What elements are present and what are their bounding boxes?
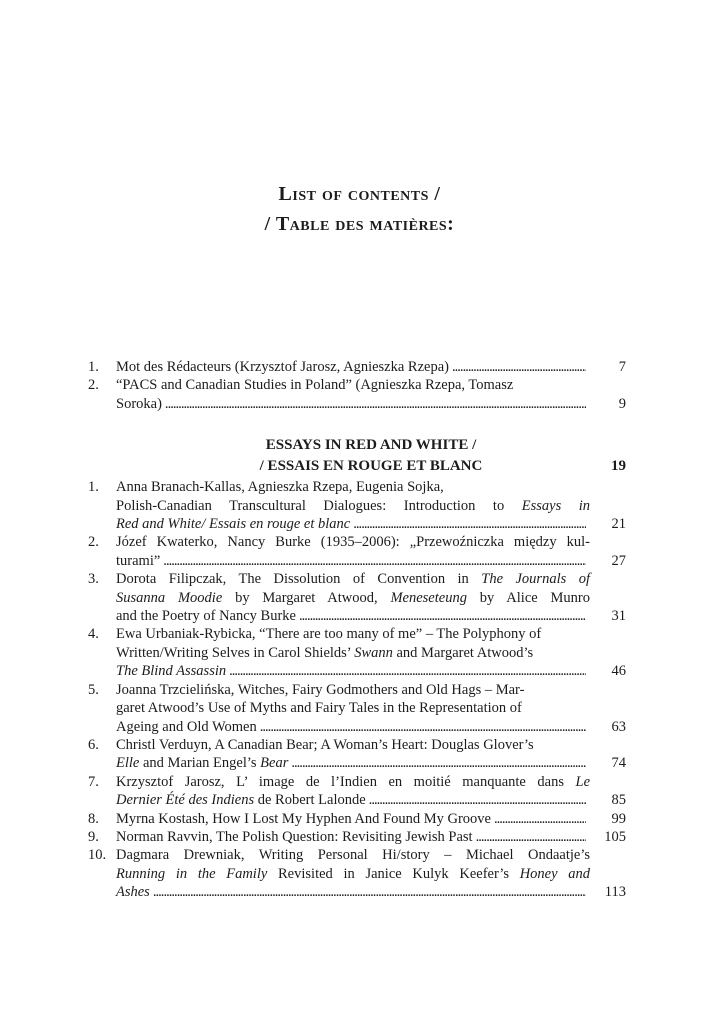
dot-leader bbox=[163, 552, 586, 570]
toc-entry[interactable] bbox=[88, 533, 626, 570]
entry-title: turami” bbox=[116, 552, 161, 569]
entry-line: Joanna Trzcielińska, Witches, Fairy Godmothers and Old Hags – Mar- bbox=[116, 681, 525, 698]
entry-title: Elle and Marian Engel’s Bear bbox=[116, 755, 289, 772]
entry-title: The Blind Assassin bbox=[116, 663, 227, 680]
entry-line: Susanna Moodie by Margaret Atwood, Meneseteung by Alice Munro bbox=[116, 589, 591, 606]
entry-number: 2. bbox=[88, 377, 99, 394]
dot-leader bbox=[291, 754, 586, 772]
entry-line: Running in the Family Revisited in Janice Kulyk Keefer’s Honey and bbox=[116, 865, 590, 882]
entry-title: and the Poetry of Nancy Burke bbox=[116, 608, 296, 625]
entry-number: 3. bbox=[88, 571, 99, 588]
toc-entry[interactable] bbox=[88, 681, 626, 736]
page-title-line-1: List of contents / bbox=[278, 183, 441, 205]
entry-title: Myrna Kostash, How I Lost My Hyphen And Found My Groove bbox=[116, 810, 491, 827]
entry-number: 4. bbox=[88, 626, 99, 643]
entry-number: 8. bbox=[88, 810, 99, 827]
dot-leader bbox=[165, 395, 586, 413]
entry-line: Anna Branach-Kallas, Agnieszka Rzepa, Eugenia Sojka, bbox=[116, 479, 444, 496]
entry-page: 99 bbox=[611, 810, 626, 827]
section-title-line-1: ESSAYS IN RED AND WHITE / bbox=[265, 437, 477, 454]
entry-page: 31 bbox=[611, 608, 626, 625]
section-page: 19 bbox=[611, 458, 626, 475]
toc-entry[interactable] bbox=[88, 376, 626, 413]
toc-entry[interactable] bbox=[88, 846, 626, 901]
toc-entry[interactable] bbox=[88, 736, 626, 773]
dot-leader bbox=[260, 718, 586, 736]
entry-line: Polish-Canadian Transcultural Dialogues: Introduction to Essays in bbox=[116, 497, 590, 514]
table-of-contents bbox=[88, 358, 626, 902]
entry-line: Written/Writing Selves in Carol Shields’ Swann and Margaret Atwood’s bbox=[116, 644, 534, 661]
entry-page: 63 bbox=[611, 718, 626, 735]
toc-entry[interactable] bbox=[88, 358, 626, 376]
entry-number: 7. bbox=[88, 773, 99, 790]
section-title-line-2: / ESSAIS EN ROUGE ET BLANC bbox=[259, 458, 483, 475]
entry-title: Norman Ravvin, The Polish Question: Revisiting Jewish Past bbox=[116, 828, 473, 845]
dot-leader bbox=[229, 662, 586, 680]
toc-entry[interactable] bbox=[88, 828, 626, 846]
dot-leader bbox=[369, 791, 586, 809]
entry-page: 9 bbox=[618, 395, 626, 412]
entry-title: Mot des Rédacteurs (Krzysztof Jarosz, Agnieszka Rzepa) bbox=[116, 359, 449, 375]
entry-page: 85 bbox=[611, 792, 626, 809]
toc-entry[interactable] bbox=[88, 625, 626, 680]
toc-entry[interactable] bbox=[88, 810, 626, 828]
entry-page: 7 bbox=[618, 359, 626, 375]
entry-number: 9. bbox=[88, 828, 99, 845]
entry-page: 74 bbox=[611, 755, 626, 772]
dot-leader bbox=[494, 810, 586, 828]
entry-title: Red and White/ Essais en rouge et blanc bbox=[116, 516, 351, 533]
dot-leader bbox=[452, 358, 586, 376]
dot-leader bbox=[299, 607, 586, 625]
entry-title: Ashes bbox=[116, 884, 150, 901]
entry-page: 113 bbox=[604, 884, 626, 901]
section-heading[interactable] bbox=[88, 435, 626, 477]
entry-number: 5. bbox=[88, 681, 99, 698]
entry-line: “PACS and Canadian Studies in Poland” (Agnieszka Rzepa, Tomasz bbox=[116, 377, 514, 394]
entry-number: 6. bbox=[88, 736, 99, 753]
entry-line: Dagmara Drewniak, Writing Personal Hi/story – Michael Ondaatje’s bbox=[116, 847, 590, 864]
toc-entry[interactable] bbox=[88, 773, 626, 810]
dot-leader bbox=[353, 515, 586, 533]
dot-leader bbox=[476, 828, 586, 846]
entry-line: Józef Kwaterko, Nancy Burke (1935–2006): „Przewoźniczka między kul- bbox=[116, 534, 590, 551]
entry-page: 105 bbox=[604, 828, 626, 845]
entry-title: Soroka) bbox=[116, 395, 162, 412]
entry-title: Dernier Été des Indiens de Robert Lalonde bbox=[116, 792, 366, 809]
entry-number: 10. bbox=[88, 847, 107, 864]
entry-line: Christl Verduyn, A Canadian Bear; A Woman’s Heart: Douglas Glover’s bbox=[116, 736, 534, 753]
entry-line: Dorota Filipczak, The Dissolution of Convention in The Journals of bbox=[116, 571, 590, 588]
entry-line: Ewa Urbaniak-Rybicka, “There are too many of me” – The Polyphony of bbox=[116, 626, 542, 643]
entry-number: 2. bbox=[88, 534, 99, 551]
entry-title: Ageing and Old Women bbox=[116, 718, 257, 735]
toc-entry[interactable] bbox=[88, 478, 626, 533]
entry-number: 1. bbox=[88, 359, 99, 375]
page-title-line-2: / Table des matières: bbox=[264, 213, 455, 235]
entry-page: 27 bbox=[611, 552, 626, 569]
toc-entry[interactable] bbox=[88, 570, 626, 625]
dot-leader bbox=[153, 883, 586, 901]
entry-line: garet Atwood’s Use of Myths and Fairy Tales in the Representation of bbox=[116, 700, 522, 717]
entry-line: Krzysztof Jarosz, L’ image de l’Indien en moitié manquante dans Le bbox=[116, 773, 590, 790]
entry-page: 46 bbox=[611, 663, 626, 680]
entry-page: 21 bbox=[611, 516, 626, 533]
entry-number: 1. bbox=[88, 479, 99, 496]
